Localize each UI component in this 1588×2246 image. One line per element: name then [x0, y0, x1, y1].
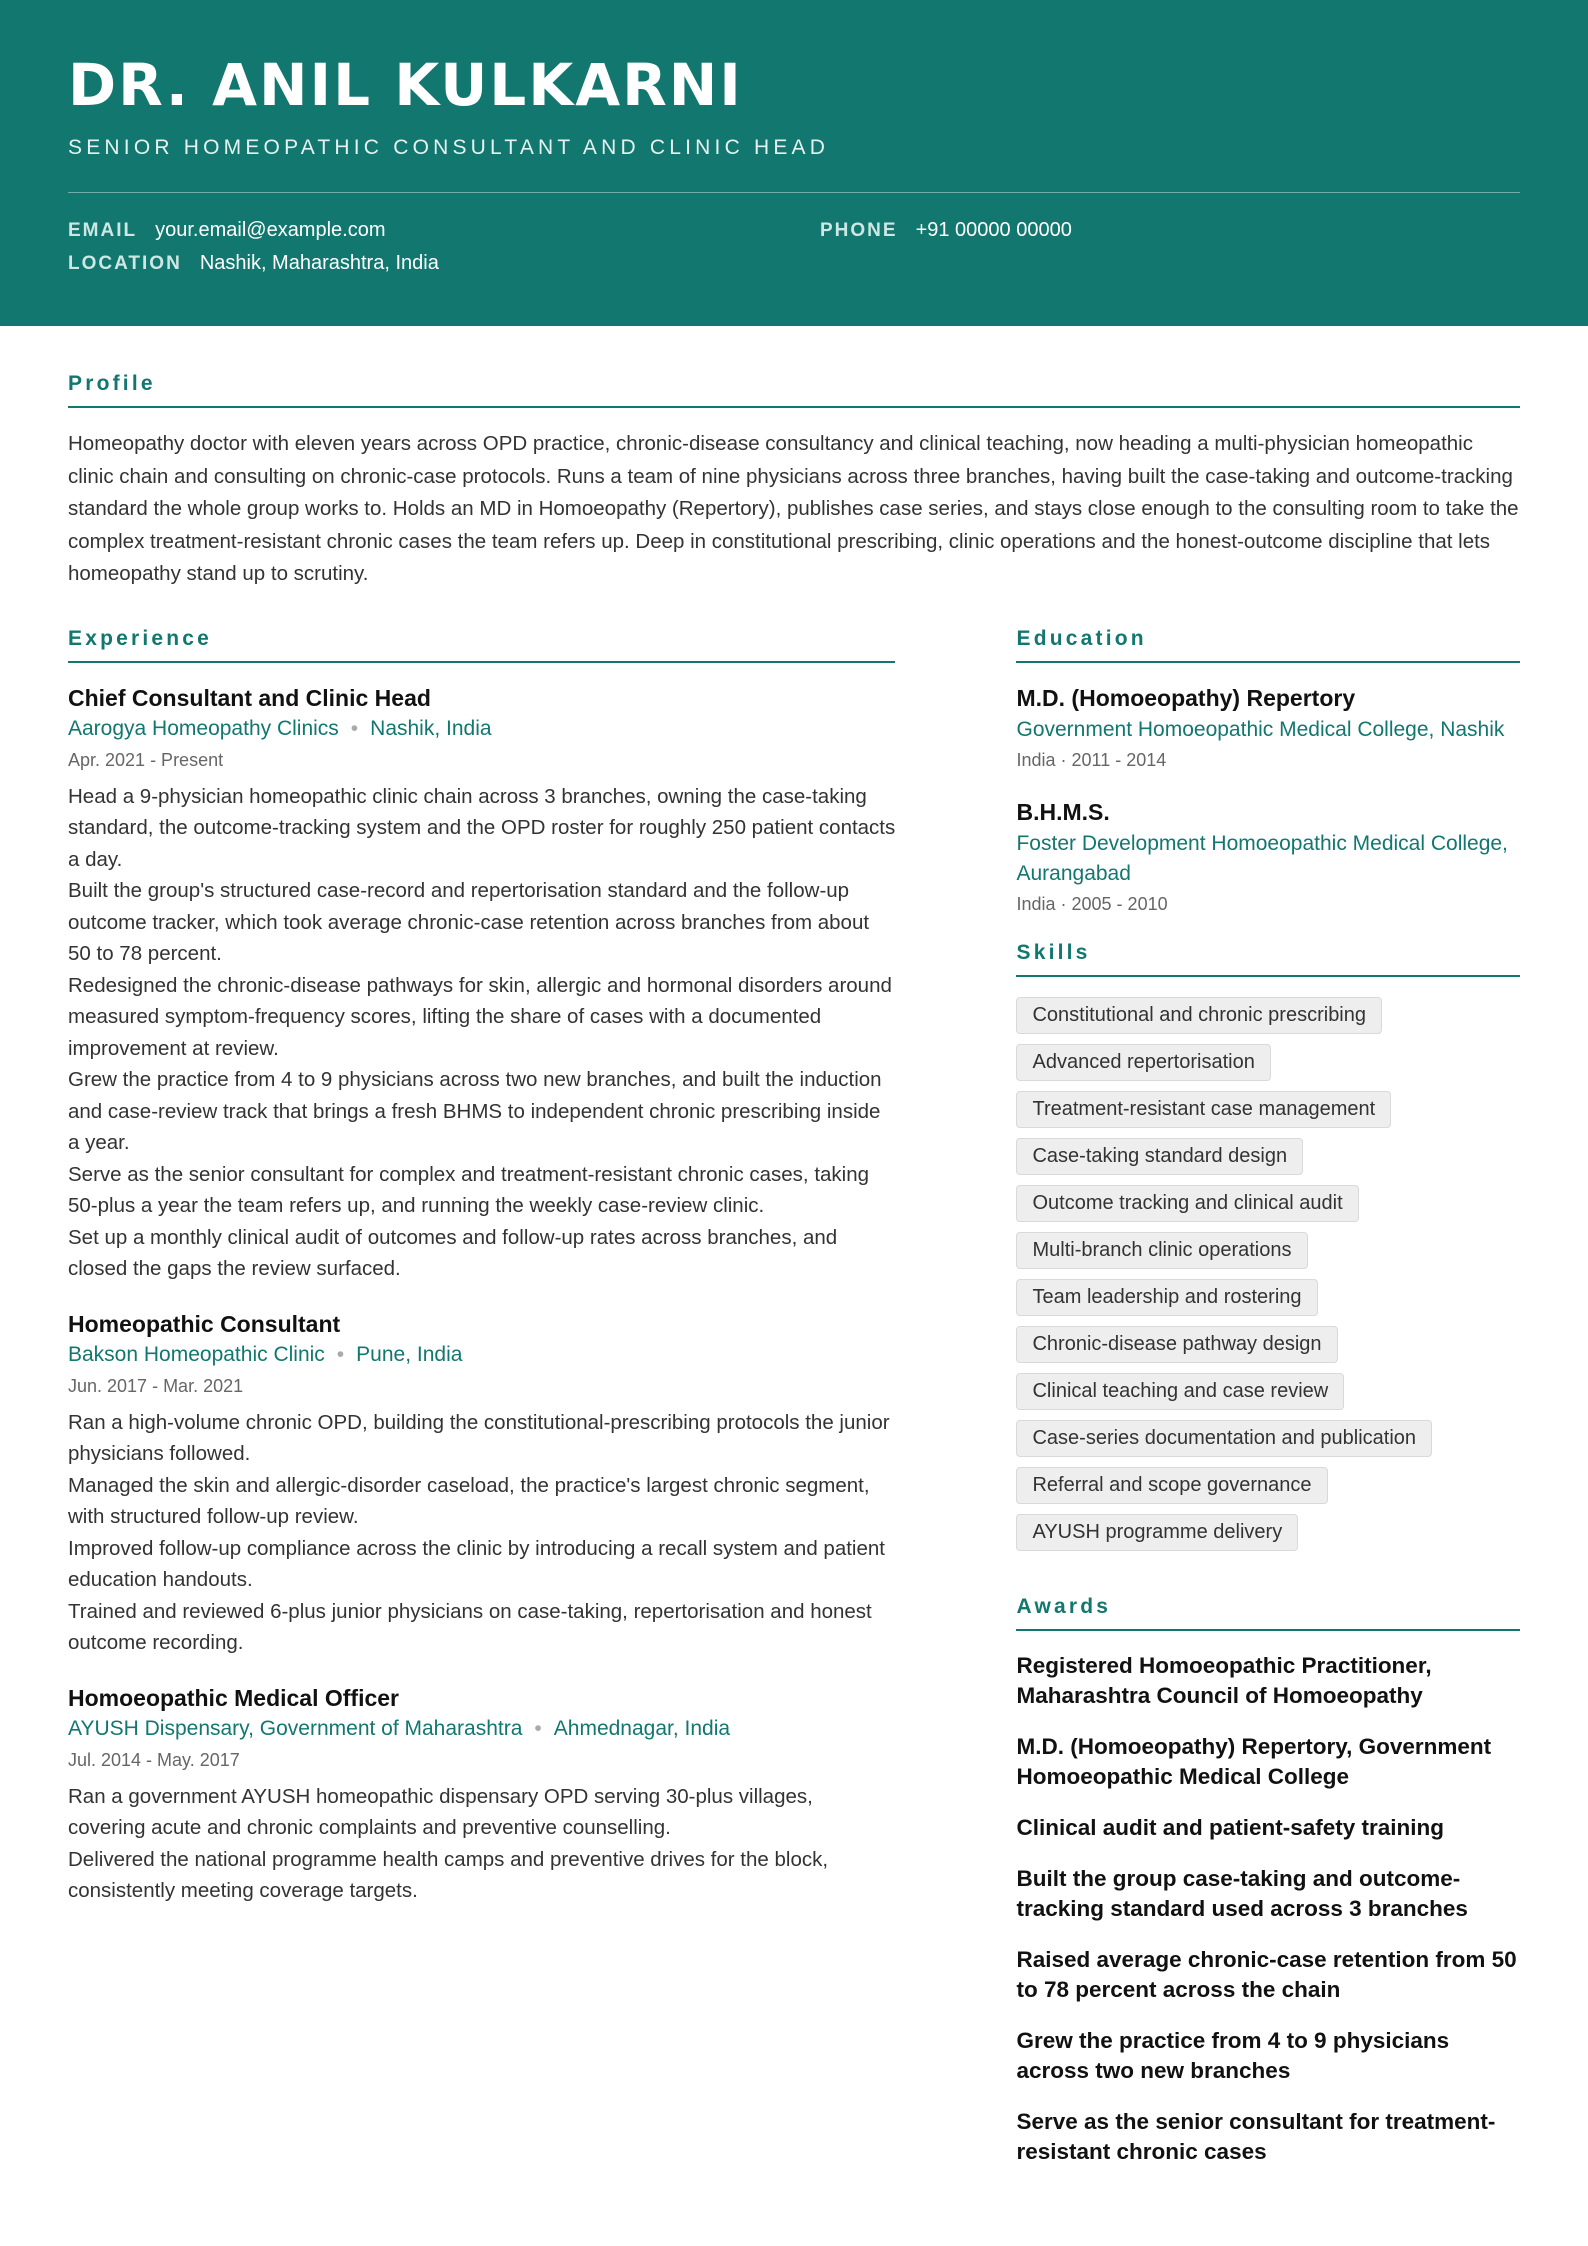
job-entry: [68, 1683, 895, 1907]
section-heading-skills: Skills: [1016, 941, 1520, 977]
skill-tag: AYUSH programme delivery: [1016, 1514, 1298, 1551]
candidate-name: DR. ANIL KULKARNI: [68, 51, 743, 119]
job-org-line: [68, 713, 895, 745]
candidate-title: SENIOR HOMEOPATHIC CONSULTANT AND CLINIC HEAD: [68, 136, 830, 159]
experience-section: [68, 627, 895, 2188]
job-location: Pune, India: [356, 1342, 463, 1366]
job-title: Homeopathic Consultant: [68, 1310, 341, 1337]
profile-text: Homeopathy doctor with eleven years across OPD practice, chronic-disease consultancy and clinical teaching, now heading a multi-physician homeopathic clinic chain and consulting on chronic-case protocols. Runs a team of nine physicians across three branches, having built the case-taking and outcome-tracking standard the whole group works to. Holds an MD in Homoeopathy (Repertory), publishes case series, and stays close enough to the consulting room to take the complex treatment-resistant chronic cases the team refers up. Deep in constitutional prescribing, clinic operations and the honest-outcome discipline that lets homeopathy stand up to scrutiny.: [68, 432, 1519, 585]
job-bullet: Ran a high-volume chronic OPD, building the constitutional-prescribing protocols the junior physicians followed.: [68, 1410, 890, 1465]
job-bullet: Serve as the senior consultant for complex and treatment-resistant chronic cases, taking 50-plus a year the team refers up, and running the weekly case-review clinic.: [68, 1162, 870, 1217]
location-value: Nashik, Maharashtra, India: [199, 252, 439, 274]
email-value[interactable]: your.email@example.com: [155, 219, 386, 241]
education-entry: [1016, 797, 1520, 919]
education-section: [1016, 627, 1520, 919]
section-heading-profile: Profile: [68, 372, 1520, 408]
skill-tag: Team leadership and rostering: [1016, 1279, 1317, 1316]
skill-tag: Clinical teaching and case review: [1016, 1373, 1344, 1410]
job-title: Chief Consultant and Clinic Head: [68, 684, 431, 711]
separator-dot-icon: •: [534, 1716, 542, 1740]
contact-email: [68, 219, 820, 242]
job-bullet: Managed the skin and allergic-disorder caseload, the practice's largest chronic segment, with structured follow-up review.: [68, 1473, 870, 1528]
award-item: M.D. (Homoeopathy) Repertory, Government Homoeopathic Medical College: [1016, 1733, 1492, 1789]
phone-value[interactable]: +91 00000 00000: [915, 219, 1072, 241]
skills-list: [1016, 997, 1520, 1561]
job-bullet: Delivered the national programme health camps and preventive drives for the block, consistently meeting coverage targets.: [68, 1847, 829, 1902]
job-bullet: Trained and reviewed 6-plus junior physicians on case-taking, repertorisation and honest outcome recording.: [68, 1599, 872, 1654]
job-dates: Jun. 2017 - Mar. 2021: [68, 1375, 244, 1396]
skill-tag: Case-taking standard design: [1016, 1138, 1303, 1175]
award-item: Built the group case-taking and outcome-tracking standard used across 3 branches: [1016, 1865, 1468, 1921]
job-org-line: [68, 1713, 895, 1745]
education-school: Foster Development Homoeopathic Medical College, Aurangabad: [1016, 831, 1508, 885]
job-dates: Apr. 2021 - Present: [68, 749, 224, 770]
award-item: Serve as the senior consultant for treatment-resistant chronic cases: [1016, 2108, 1496, 2164]
job-bullet: Ran a government AYUSH homeopathic dispensary OPD serving 30-plus villages, covering acute and chronic complaints and preventive counselling.: [68, 1784, 813, 1839]
skill-tag: Outcome tracking and clinical audit: [1016, 1185, 1358, 1222]
job-dates: Jul. 2014 - May. 2017: [68, 1749, 240, 1770]
header-divider: [68, 192, 1520, 193]
skill-tag: Treatment-resistant case management: [1016, 1091, 1391, 1128]
contact-label: EMAIL: [68, 220, 138, 241]
two-column-layout: [68, 627, 1520, 2188]
skill-tag: Referral and scope governance: [1016, 1467, 1327, 1504]
skill-tag: Advanced repertorisation: [1016, 1044, 1270, 1081]
contact-info: [68, 219, 1520, 275]
contact-label: PHONE: [820, 220, 898, 241]
education-degree: B.H.M.S.: [1016, 798, 1110, 825]
job-location: Nashik, India: [370, 716, 492, 740]
awards-section: [1016, 1595, 1520, 2167]
skill-tag: Chronic-disease pathway design: [1016, 1326, 1337, 1363]
job-organization: AYUSH Dispensary, Government of Maharashtra: [68, 1716, 523, 1740]
job-org-line: [68, 1339, 895, 1371]
section-heading-experience: Experience: [68, 627, 895, 663]
skill-tag: Case-series documentation and publication: [1016, 1420, 1432, 1457]
contact-label: LOCATION: [68, 253, 182, 274]
job-organization: Aarogya Homeopathy Clinics: [68, 716, 339, 740]
contact-phone: [820, 219, 1520, 242]
resume-header: [0, 0, 1588, 326]
separator-dot-icon: •: [350, 716, 359, 740]
job-location: Ahmednagar, India: [553, 1716, 731, 1740]
skill-tag: Constitutional and chronic prescribing: [1016, 997, 1382, 1034]
job-bullet: Head a 9-physician homeopathic clinic chain across 3 branches, owning the case-taking standard, the outcome-tracking system and the OPD roster for roughly 250 patient contacts a day.: [68, 784, 896, 871]
education-meta: India · 2005 - 2010: [1016, 893, 1168, 914]
section-heading-education: Education: [1016, 627, 1520, 663]
contact-location: [68, 252, 820, 275]
education-entry: [1016, 683, 1520, 775]
sidebar-column: [1016, 627, 1520, 2188]
job-entry: [68, 683, 895, 1285]
job-title: Homoeopathic Medical Officer: [68, 1684, 400, 1711]
job-bullet: Grew the practice from 4 to 9 physicians across two new branches, and built the induction and case-review track that brings a fresh BHMS to independent chronic prescribing inside a year.: [68, 1068, 882, 1154]
award-item: Registered Homoeopathic Practitioner, Maharashtra Council of Homoeopathy: [1016, 1652, 1432, 1708]
profile-section: [68, 326, 1520, 591]
education-degree: M.D. (Homoeopathy) Repertory: [1016, 684, 1356, 711]
award-item: Raised average chronic-case retention from 50 to 78 percent across the chain: [1016, 1946, 1517, 2002]
award-item: Grew the practice from 4 to 9 physicians across two new branches: [1016, 2027, 1450, 2083]
education-meta: India · 2011 - 2014: [1016, 749, 1167, 770]
resume-content: [0, 326, 1588, 2188]
job-bullet: Improved follow-up compliance across the clinic by introducing a recall system and patient education handouts.: [68, 1536, 885, 1591]
job-bullet: Built the group's structured case-record and repertorisation standard and the follow-up outcome tracker, which took average chronic-case retention across branches from about 50 to 78 percent.: [68, 879, 870, 965]
separator-dot-icon: •: [336, 1342, 345, 1366]
job-entry: [68, 1309, 895, 1659]
education-school: Government Homoeopathic Medical College, Nashik: [1016, 717, 1505, 741]
skill-tag: Multi-branch clinic operations: [1016, 1232, 1307, 1269]
job-bullet: Redesigned the chronic-disease pathways for skin, allergic and hormonal disorders around measured symptom-frequency scores, lifting the share of cases with a documented improvement at review.: [68, 973, 892, 1060]
award-item: Clinical audit and patient-safety training: [1016, 1814, 1445, 1840]
section-heading-awards: Awards: [1016, 1595, 1520, 1631]
skills-section: [1016, 941, 1520, 1561]
job-bullet: Set up a monthly clinical audit of outcomes and follow-up rates across branches, and closed the gaps the review surfaced.: [68, 1225, 838, 1280]
job-organization: Bakson Homeopathic Clinic: [68, 1342, 325, 1366]
